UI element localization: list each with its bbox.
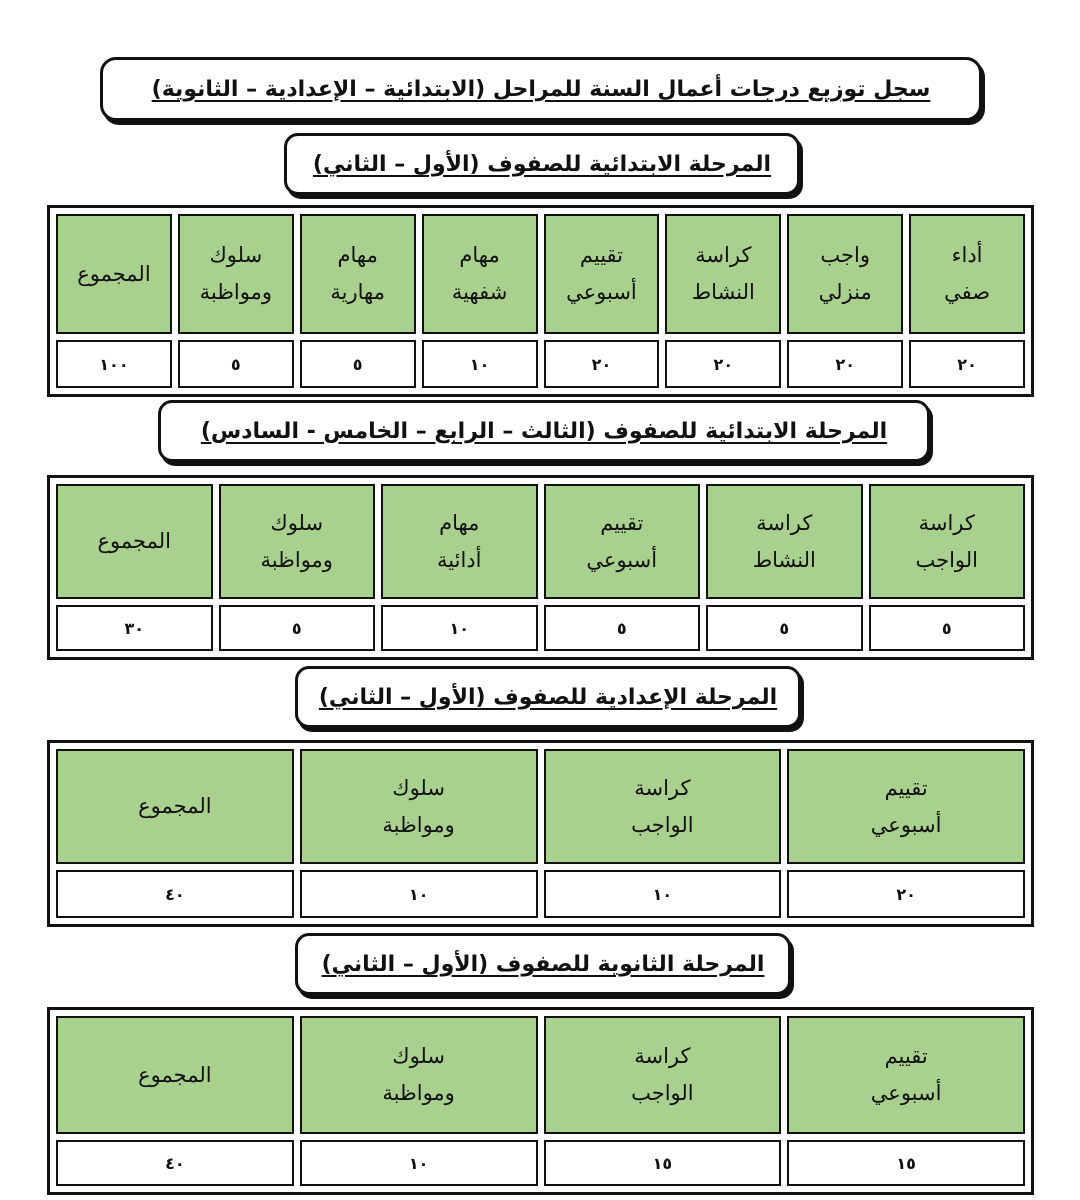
value-cell: ٢٠ (665, 340, 781, 388)
header-cell: مهام مهارية (300, 214, 416, 334)
header-cell: كراسة النشاط (706, 484, 863, 599)
value-cell: ١٥ (787, 1140, 1025, 1186)
value-cell: ١٠ (300, 870, 538, 918)
value-cell: ١٠ (422, 340, 538, 388)
header-cell: تقييم أسبوعي (787, 1016, 1025, 1134)
value-cell: ٢٠ (787, 870, 1025, 918)
section-title-box-primary-3-6 (158, 400, 930, 462)
section-title: المرحلة الإعدادية للصفوف (الأول – الثاني) (318, 684, 778, 710)
values-row (56, 1140, 1025, 1186)
value-cell: ٢٠ (544, 340, 660, 388)
section-title-box-primary-1-2 (284, 133, 800, 195)
header-cell: سلوك ومواظبة (178, 214, 294, 334)
values-row (56, 870, 1025, 918)
header-row (56, 484, 1025, 599)
value-cell: ٢٠ (787, 340, 903, 388)
header-cell-total: المجموع (56, 1016, 294, 1134)
value-cell: ٥ (219, 605, 376, 651)
section-title-box-preparatory (295, 666, 801, 728)
header-cell: كراسة الواجب (869, 484, 1026, 599)
header-cell-total: المجموع (56, 484, 213, 599)
header-cell-total: المجموع (56, 214, 172, 334)
header-cell: سلوك ومواظبة (219, 484, 376, 599)
header-cell: كراسة الواجب (544, 749, 782, 864)
values-row (56, 605, 1025, 651)
value-cell-total: ١٠٠ (56, 340, 172, 388)
header-row (56, 214, 1025, 334)
header-cell: مهام أدائية (381, 484, 538, 599)
header-cell: مهام شفهية (422, 214, 538, 334)
value-cell: ١٠ (381, 605, 538, 651)
value-cell: ١٠ (300, 1140, 538, 1186)
header-cell: تقييم أسبوعي (787, 749, 1025, 864)
header-cell: سلوك ومواظبة (300, 749, 538, 864)
main-title: سجل توزيع درجات أعمال السنة للمراحل (الابتدائية – الإعدادية – الثانوية) (151, 76, 931, 102)
value-cell: ٥ (178, 340, 294, 388)
section-title: المرحلة الابتدائية للصفوف (الثالث – الرابع – الخامس - السادس) (200, 418, 888, 444)
header-cell: واجب منزلي (787, 214, 903, 334)
header-cell-total: المجموع (56, 749, 294, 864)
section-title: المرحلة الابتدائية للصفوف (الأول – الثاني) (312, 151, 772, 177)
header-row (56, 749, 1025, 864)
value-cell: ٢٠ (909, 340, 1025, 388)
value-cell-total: ٣٠ (56, 605, 213, 651)
header-cell: كراسة النشاط (665, 214, 781, 334)
section-title-box-secondary (295, 933, 791, 995)
header-cell: تقييم أسبوعي (544, 214, 660, 334)
header-cell: كراسة الواجب (544, 1016, 782, 1134)
value-cell: ١٠ (544, 870, 782, 918)
grades-table-primary-1-2 (47, 205, 1034, 397)
value-cell-total: ٤٠ (56, 870, 294, 918)
section-title: المرحلة الثانوية للصفوف (الأول – الثاني) (321, 951, 765, 977)
grades-table-secondary (47, 1007, 1034, 1195)
value-cell: ١٥ (544, 1140, 782, 1186)
value-cell: ٥ (869, 605, 1026, 651)
grades-table-primary-3-6 (47, 475, 1034, 660)
header-cell: أداء صفي (909, 214, 1025, 334)
header-row (56, 1016, 1025, 1134)
grades-table-preparatory (47, 740, 1034, 927)
header-cell: سلوك ومواظبة (300, 1016, 538, 1134)
values-row (56, 340, 1025, 388)
value-cell: ٥ (300, 340, 416, 388)
value-cell: ٥ (544, 605, 701, 651)
main-title-box (100, 57, 982, 121)
header-cell: تقييم أسبوعي (544, 484, 701, 599)
value-cell-total: ٤٠ (56, 1140, 294, 1186)
value-cell: ٥ (706, 605, 863, 651)
